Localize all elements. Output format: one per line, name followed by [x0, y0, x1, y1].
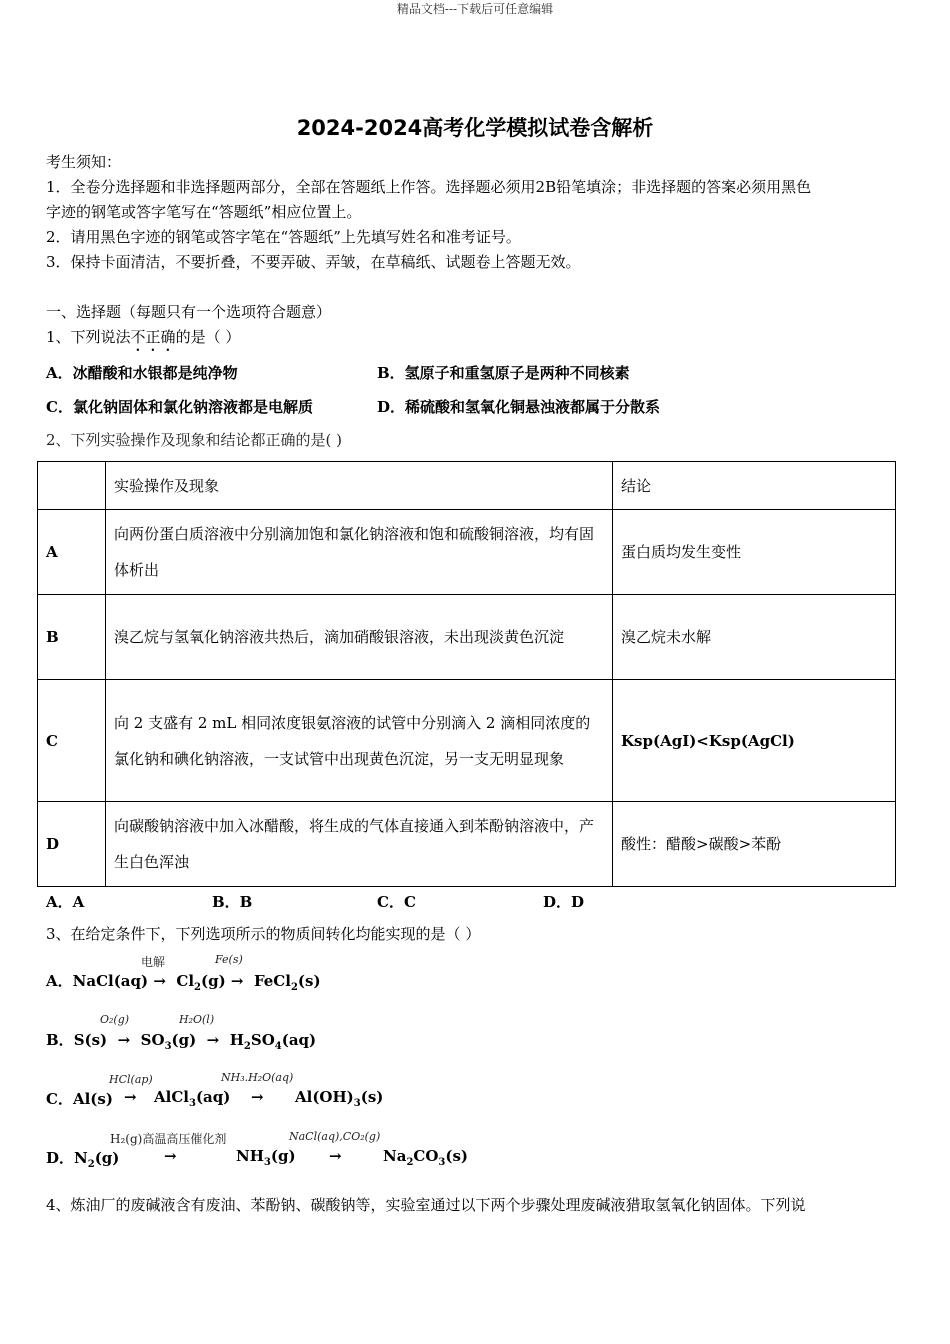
condition-label: NaCl(aq),CO₂(g) [289, 1130, 381, 1143]
arrow-icon: → [251, 1088, 264, 1106]
condition-label: Fe(s) [215, 953, 243, 966]
arrow-icon: → [164, 1147, 177, 1165]
arrow-icon: → [153, 972, 166, 990]
row-operation: 向两份蛋白质溶液中分别滴加饱和氯化钠溶液和饱和硫酸铜溶液，均有固体析出 [106, 510, 613, 595]
q3-stem: 3、在给定条件下，下列选项所示的物质间转化均能实现的是（ ） [46, 925, 481, 943]
row-label: A [38, 510, 106, 595]
q2-option-b: B．B [212, 893, 253, 911]
arrow-icon: → [124, 1088, 137, 1106]
condition-label: NH₃.H₂O(aq) [221, 1071, 294, 1084]
page-header: 精品文档---下载后可任意编辑 [396, 2, 554, 16]
notice-item-3: 3．保持卡面清洁，不要折叠，不要弄破、弄皱，在草稿纸、试题卷上答题无效。 [46, 253, 581, 271]
q2-stem: 2、下列实验操作及现象和结论都正确的是( ) [46, 431, 343, 449]
row-conclusion: 酸性：醋酸>碳酸>苯酚 [613, 802, 896, 887]
table-header-row [38, 462, 896, 510]
condition-label: H₂O(l) [179, 1013, 215, 1026]
q2-option-c: C．C [377, 893, 416, 911]
q2-option-d: D．D [543, 893, 585, 911]
table-row [38, 595, 896, 680]
page-title: 2024-2024高考化学模拟试卷含解析 [296, 116, 654, 140]
table-row [38, 680, 896, 802]
notice-item-1a: 1．全卷分选择题和非选择题两部分，全部在答题纸上作答。选择题必须用2B铅笔填涂；非选择题的答案必须用黑色 [46, 178, 812, 196]
q1-emphasis: 不正确 [130, 328, 176, 346]
row-conclusion: 蛋白质均发生变性 [613, 510, 896, 595]
arrow-icon: → [230, 972, 244, 990]
condition-label: H₂(g)高温高压催化剂 [110, 1132, 227, 1146]
row-operation: 溴乙烷与氢氧化钠溶液共热后，滴加硝酸银溶液，未出现淡黄色沉淀 [106, 595, 613, 680]
q2-option-a: A．A [46, 893, 85, 911]
condition-label: 电解 [141, 955, 166, 969]
table-header: 结论 [613, 462, 896, 510]
row-operation: 向 2 支盛有 2 mL 相同浓度银氨溶液的试管中分别滴入 2 滴相同浓度的氯化钠和碘化钠溶液，一支试管中出现黄色沉淀，另一支无明显现象 [106, 680, 613, 802]
q1-option-b: B．氢原子和重氢原子是两种不同核素 [377, 364, 630, 382]
notice-heading: 考生须知： [46, 153, 122, 171]
row-conclusion: 溴乙烷未水解 [613, 595, 896, 680]
arrow-icon: → [329, 1147, 342, 1165]
arrow-icon: → [117, 1031, 131, 1049]
row-label: D [38, 802, 106, 887]
table-header [38, 462, 106, 510]
q1-option-c: C．氯化钠固体和氯化钠溶液都是电解质 [46, 398, 313, 416]
row-conclusion: Ksp(AgI)<Ksp(AgCl) [613, 680, 896, 802]
table-row [38, 802, 896, 887]
table-row [38, 510, 896, 595]
table-header: 实验操作及现象 [106, 462, 613, 510]
row-label: C [38, 680, 106, 802]
q2-table [37, 461, 896, 887]
q1-option-d: D．稀硫酸和氢氧化铜悬浊液都属于分散系 [377, 398, 661, 416]
notice-item-2: 2．请用黑色字迹的钢笔或答字笔在“答题纸”上先填写姓名和准考证号。 [46, 228, 521, 246]
q4-stem: 4、炼油厂的废碱液含有废油、苯酚钠、碳酸钠等，实验室通过以下两个步骤处理废碱液猎取氢氧化钠固体。下列说 [46, 1196, 806, 1214]
q1-stem: 1、下列说法不正确的是（ ） [46, 328, 241, 346]
arrow-icon: → [206, 1031, 220, 1049]
row-operation: 向碳酸钠溶液中加入冰醋酸，将生成的气体直接通入到苯酚钠溶液中，产生白色浑浊 [106, 802, 613, 887]
condition-label: O₂(g) [100, 1013, 130, 1026]
section-heading: 一、选择题（每题只有一个选项符合题意） [46, 303, 332, 321]
row-label: B [38, 595, 106, 680]
q1-option-a: A．冰醋酸和水银都是纯净物 [46, 364, 238, 382]
notice-item-1b: 字迹的钢笔或答字笔写在“答题纸”相应位置上。 [46, 203, 362, 221]
condition-label: HCl(ap) [109, 1073, 153, 1086]
